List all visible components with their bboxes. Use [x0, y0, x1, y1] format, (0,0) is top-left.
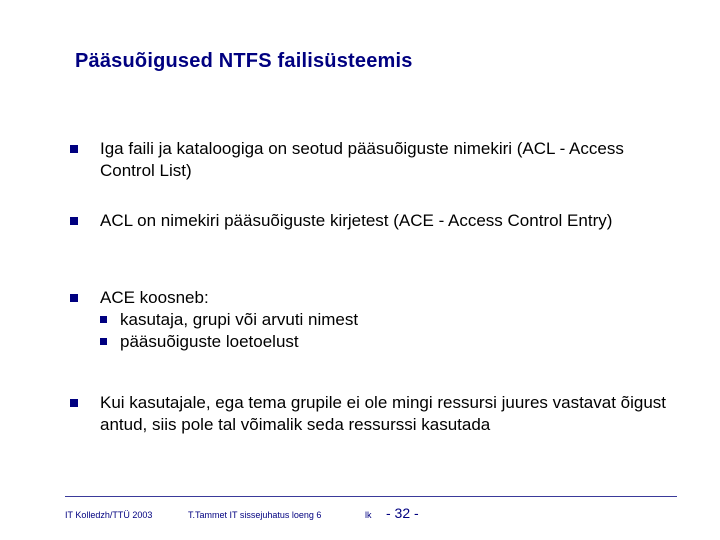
bullet-item: [70, 392, 680, 436]
bullet-item: [70, 210, 680, 232]
bullet-text: ACL on nimekiri pääsuõiguste kirjetest (ACE - Access Control Entry): [100, 211, 613, 230]
bullet-item: [70, 287, 680, 353]
square-bullet-icon: [70, 399, 78, 407]
bullet-item: [70, 138, 680, 182]
sub-bullet-item: [100, 331, 680, 353]
footer-divider: [65, 496, 677, 497]
bullet-text: Kui kasutajale, ega tema grupile ei ole mingi ressursi juures vastavat õigust antud, siis pole tal võimalik seda ressurssi kasutada: [100, 393, 667, 434]
square-bullet-icon: [70, 294, 78, 302]
page-number: - 32 -: [386, 505, 419, 521]
footer-org: IT Kolledzh/TTÜ 2003: [65, 510, 153, 520]
square-bullet-icon: [100, 316, 107, 323]
square-bullet-icon: [70, 217, 78, 225]
sub-bullet-item: [100, 309, 680, 331]
sub-bullet-text: pääsuõiguste loetoelust: [120, 332, 299, 351]
square-bullet-icon: [100, 338, 107, 345]
slide-title: Pääsuõigused NTFS failisüsteemis: [75, 50, 413, 72]
footer-course: T.Tammet IT sissejuhatus loeng 6: [188, 510, 322, 520]
sub-bullet-text: kasutaja, grupi või arvuti nimest: [120, 310, 359, 329]
bullet-text: ACE koosneb:: [100, 288, 209, 307]
bullet-text: Iga faili ja kataloogiga on seotud pääsuõiguste nimekiri (ACL - Access Control List): [100, 139, 624, 180]
footer-lk: lk: [365, 510, 372, 520]
square-bullet-icon: [70, 145, 78, 153]
